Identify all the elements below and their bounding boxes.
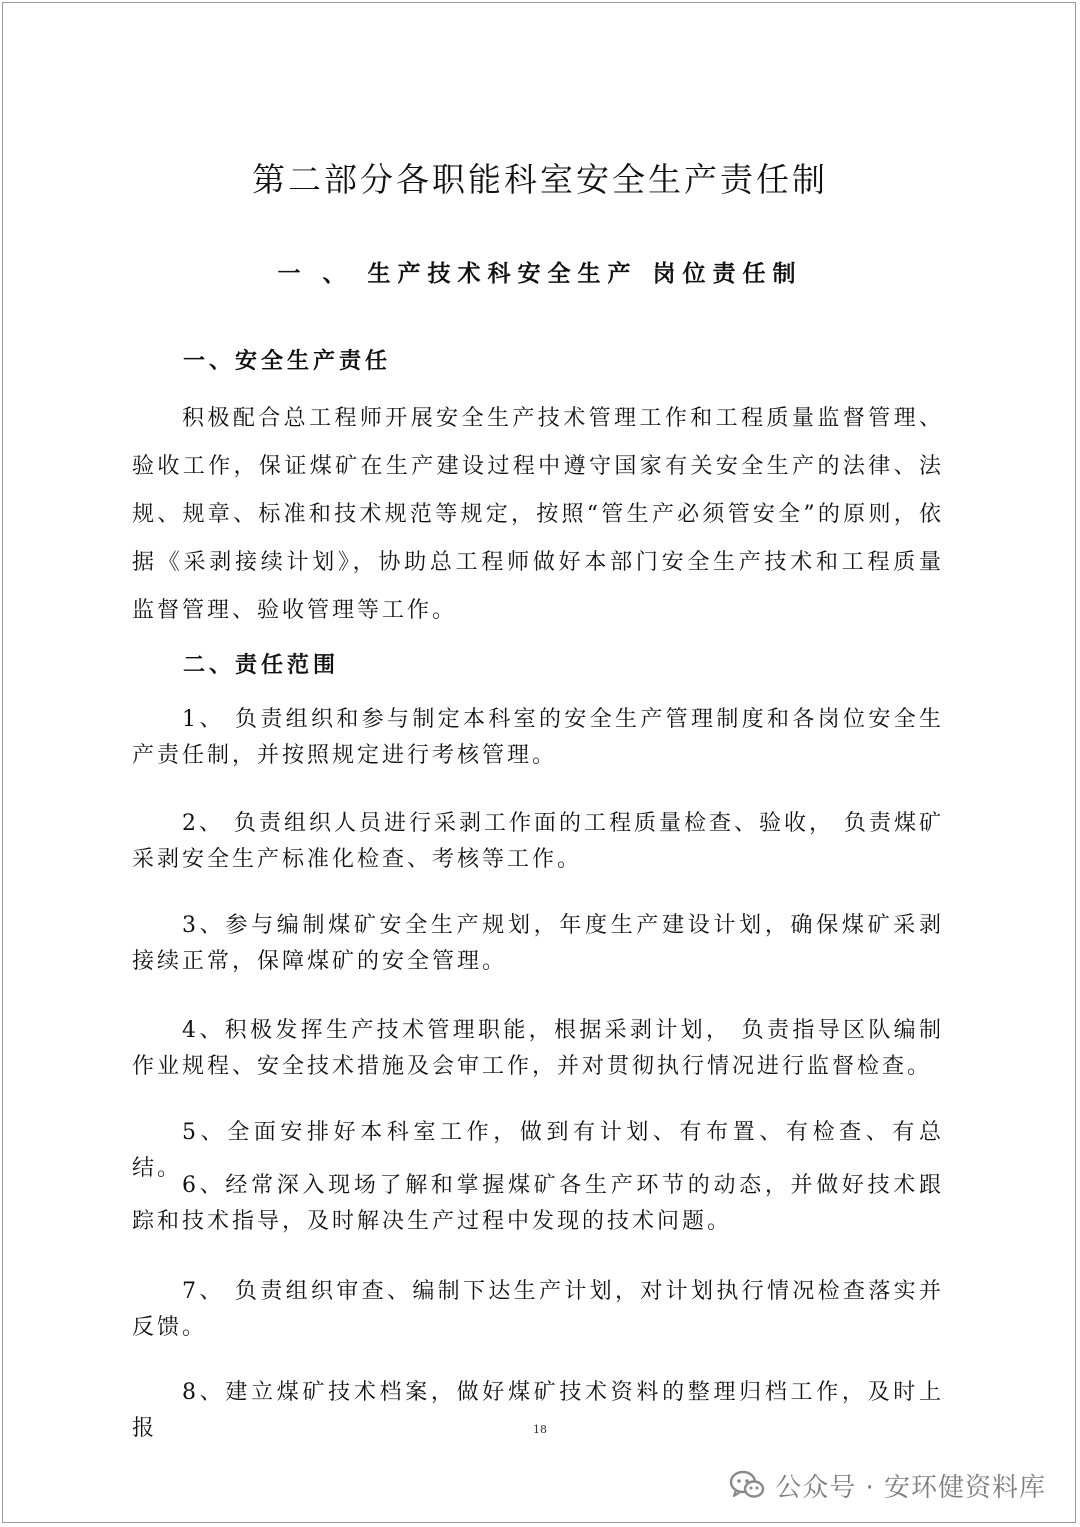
list-item-7: 7、 负责组织审查、编制下达生产计划，对计划执行情况检查落实并反馈。 (132, 1279, 944, 1340)
watermark-text: 公众号 · 安环健资料库 (775, 1472, 1046, 1503)
list-item-6: 6、经常深入现场了解和掌握煤矿各生产环节的动态，并做好技术跟踪和技术指导，及时解决生产过程中发现的技术问题。 (132, 1173, 944, 1234)
part2-heading: 二、责任范围 (183, 652, 340, 678)
part1-paragraph: 积极配合总工程师开展安全生产技术管理工作和工程质量监督管理、验收工作，保证煤矿在生产建设过程中遵守国家有关安全生产的法律、法规、规章、标准和技术规范等规定，按照“管生产必须管安全”的原则，依据《采剥接续计划》，协助总工程师做好本部门安全生产技术和工程质量监督管理、验收管理等工作。 (132, 406, 944, 623)
list-item-1: 1、 负责组织和参与制定本科室的安全生产管理制度和各岗位安全生产责任制，并按照规定进行考核管理。 (132, 707, 944, 768)
list-item-8: 8、建立煤矿技术档案，做好煤矿技术资料的整理归档工作，及时上报 (132, 1380, 944, 1441)
list-item-5: 5、全面安排好本科室工作，做到有计划、有布置、有检查、有总结。 (132, 1120, 944, 1181)
section-title: 一 、 生产技术科安全生产 岗位责任制 (277, 260, 803, 287)
watermark (729, 1465, 1046, 1505)
list-item-2: 2、 负责组织人员进行采剥工作面的工程质量检查、验收， 负责煤矿采剥安全生产标准化检查、考核等工作。 (132, 811, 944, 872)
wechat-icon (729, 1470, 765, 1500)
list-item-4: 4、积极发挥生产技术管理职能，根据采剥计划， 负责指导区队编制作业规程、安全技术措施及会审工作，并对贯彻执行情况进行监督检查。 (132, 1018, 944, 1079)
part1-heading: 一、安全生产责任 (183, 348, 392, 374)
page-number: 18 (533, 1423, 547, 1436)
list-item-3: 3、参与编制煤矿安全生产规划，年度生产建设计划，确保煤矿采剥接续正常，保障煤矿的安全管理。 (132, 913, 944, 974)
document-title: 第二部分各职能科室安全生产责任制 (252, 160, 828, 199)
